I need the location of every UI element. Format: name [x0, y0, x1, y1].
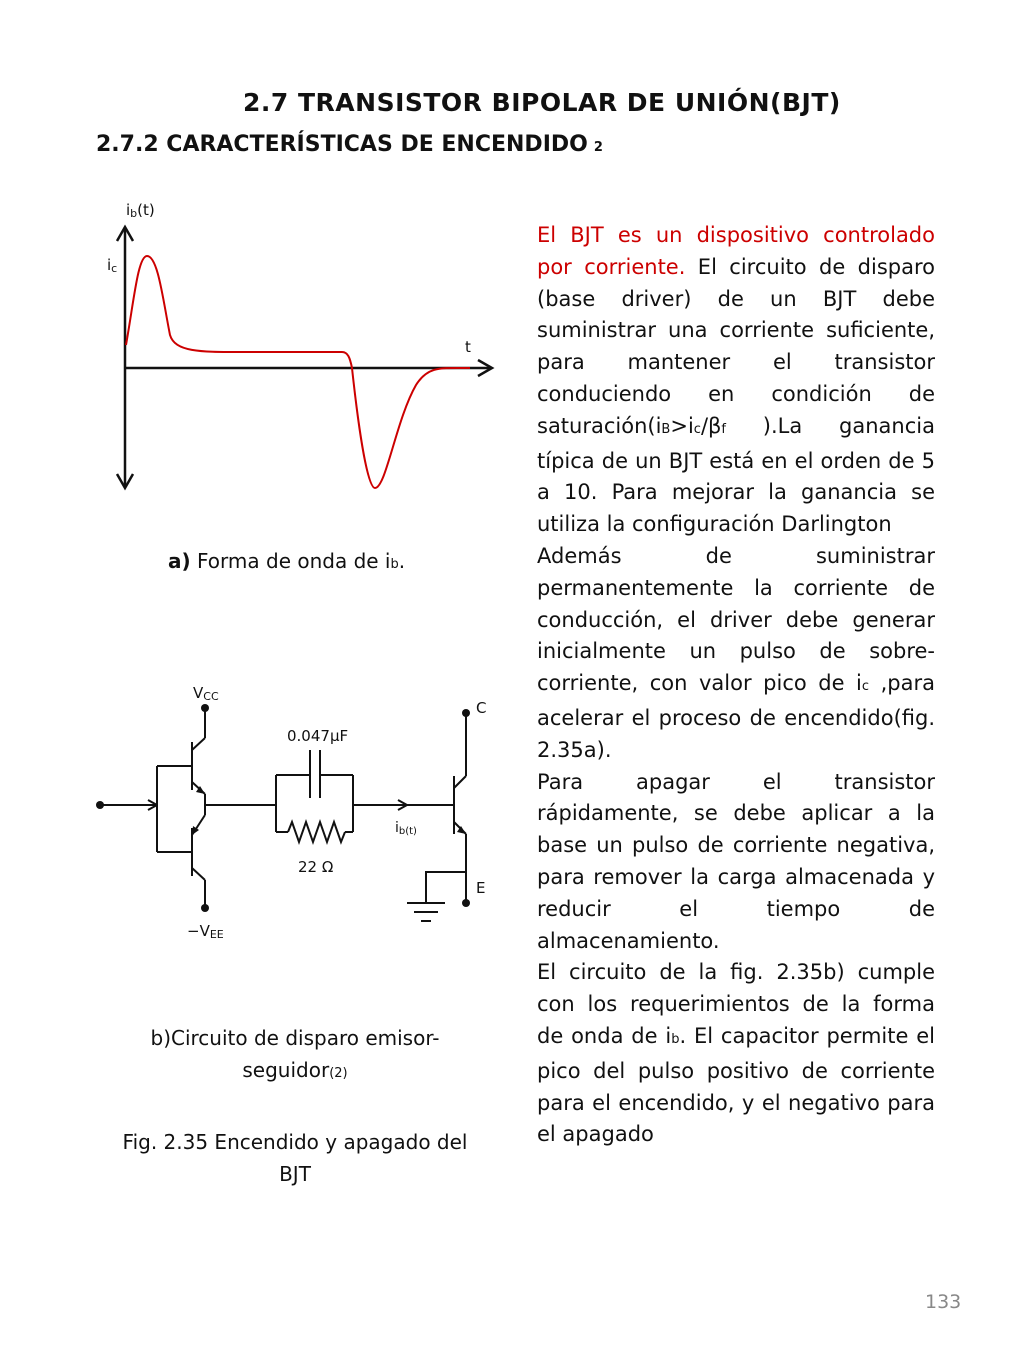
paragraph-2: Además de suministrar permanentemente la corriente de conducción, el driver debe generar inicialmente un pulso de sobre-corriente, con valor pico de ic ,para acelerar el proceso de encendido(fig. 2.35a). [537, 543, 935, 762]
vcc-label: VCC [193, 684, 219, 703]
ib-waveform-curve [126, 256, 470, 488]
page-number: 133 [925, 1291, 962, 1313]
emitter-label: E [476, 879, 486, 897]
vee-label: −VEE [187, 922, 224, 941]
body-text [537, 220, 935, 1151]
pnp-driver-collector [192, 868, 205, 880]
page-title: 2.7 TRANSISTOR BIPOLAR DE UNIÓN(BJT) [243, 88, 841, 117]
resistor-zigzag [288, 822, 345, 842]
drive-circuit-figure [90, 678, 510, 948]
main-bjt-collector [454, 776, 466, 788]
vee-terminal [201, 904, 209, 912]
resistor-label: 22 Ω [298, 858, 334, 876]
input-terminal [96, 801, 104, 809]
waveform-axes [117, 227, 492, 488]
npn-driver-collector [192, 738, 205, 750]
section-subtitle [96, 132, 603, 157]
waveform-figure [95, 195, 505, 495]
waveform-xlabel: t [465, 338, 471, 356]
caption-a: a) Forma de onda de ib. [168, 549, 406, 573]
caption-b: b)Circuito de disparo emisor-seguidor(2) [150, 1026, 440, 1082]
vcc-terminal [201, 704, 209, 712]
collector-label: C [476, 699, 487, 717]
collector-terminal [462, 709, 470, 717]
paragraph-3: Para apagar el transistor rápidamente, se debe aplicar a la base un pulso de corriente negativa, para remover la carga almacenada y reducir el tiempo de almacenamiento. [537, 769, 935, 953]
paragraph-1: El BJT es un dispositivo controlado por corriente. El circuito de disparo (base driver) de un BJT debe suministrar una corriente suficiente, para mantener el transistor conduciendo en condición de saturación(iB>ic/βf ).La ganancia típica de un BJT está en el orden de 5 a 10. Para mejorar la ganancia se utiliza la configuración Darlington [537, 223, 935, 537]
ground-wire [426, 872, 466, 903]
waveform-ic-label: ic [107, 256, 118, 275]
highlighted-statement: El BJT es un dispositivo controlado por corriente. [537, 223, 935, 279]
subtitle-reference: 2 [593, 140, 603, 155]
subtitle-text: 2.7.2 CARACTERÍSTICAS DE ENCENDIDO [96, 132, 588, 157]
ib-label: ib(t) [395, 820, 417, 837]
figure-caption: Fig. 2.35 Encendido y apagado del BJT [122, 1130, 468, 1186]
capacitor-label: 0.047μF [287, 727, 349, 745]
paragraph-4: El circuito de la fig. 2.35b) cumple con los requerimientos de la forma de onda de ib. El capacitor permite el pico del pulso positivo de corriente para el encendido, y el negativo para el apagado [537, 960, 936, 1147]
waveform-ylabel: ib(t) [126, 201, 155, 220]
emitter-terminal [462, 899, 470, 907]
